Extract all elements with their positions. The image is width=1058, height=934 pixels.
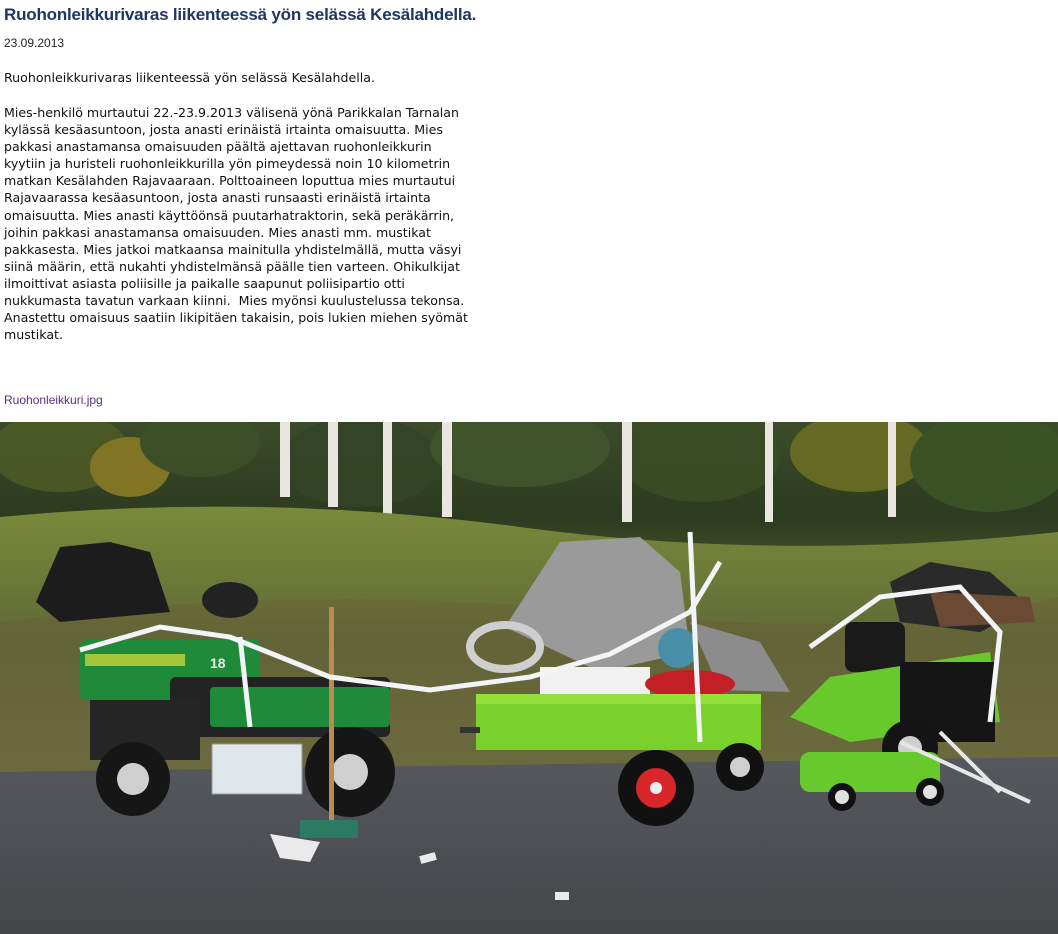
article-body <box>4 104 524 343</box>
attachment-link[interactable]: Ruohonleikkuri.jpg <box>4 393 103 407</box>
article-body-line: omaisuutta. Mies anasti käyttöönsä puutarhatraktorin, sekä peräkärrin, <box>4 207 455 223</box>
article-title: Ruohonleikkurivaras liikenteessä yön selässä Kesälahdella. <box>4 5 477 24</box>
article-body-line: pakkasesta. Mies jatkoi matkaansa mainitulla yhdistelmällä, mutta väsyi <box>4 241 462 257</box>
article-lead: Ruohonleikkurivaras liikenteessä yön selässä Kesälahdella. <box>4 70 375 85</box>
news-photo <box>0 422 1058 934</box>
article-body-line: joihin pakkasi anastamansa omaisuuden. Mies anasti mm. mustikat <box>4 224 431 240</box>
article-body-line: kyytiin ja huristeli ruohonleikkurilla yön pimeydessä noin 10 kilometrin <box>4 156 451 172</box>
article-date: 23.09.2013 <box>4 36 65 50</box>
article-body-line: Anastettu omaisuus saatiin likipitäen takaisin, pois lukien miehen syömät <box>4 310 468 326</box>
article-body-line: nukkumasta tavatun varkaan kiinni. Mies myönsi kuulustelussa tekonsa. <box>4 293 465 309</box>
article-body-line: kylässä kesäasuntoon, josta anasti erinäistä irtainta omaisuutta. Mies <box>4 122 443 138</box>
article-body-line: mustikat. <box>4 327 63 343</box>
tractor-badge: 18 <box>210 655 226 671</box>
article-body-line: Mies-henkilö murtautui 22.-23.9.2013 välisenä yönä Parikkalan Tarnalan <box>4 105 460 120</box>
article-body-line: Rajavaarassa kesäasuntoon, josta anasti runsaasti erinäistä irtainta <box>4 190 431 206</box>
article-body-line: pakkasi anastamansa omaisuuden päältä ajettavan ruohonleikkurin <box>4 139 432 155</box>
article-body-line: ilmoittivat asiasta poliisille ja paikalle saapunut poliisipartio otti <box>4 275 405 291</box>
article-body-line: matkan Kesälahden Rajavaaraan. Polttoaineen loputtua mies murtautui <box>4 173 456 189</box>
article-body-line: siinä määrin, että nukahti yhdistelmänsä päälle tien varteen. Ohikulkijat <box>4 258 460 274</box>
